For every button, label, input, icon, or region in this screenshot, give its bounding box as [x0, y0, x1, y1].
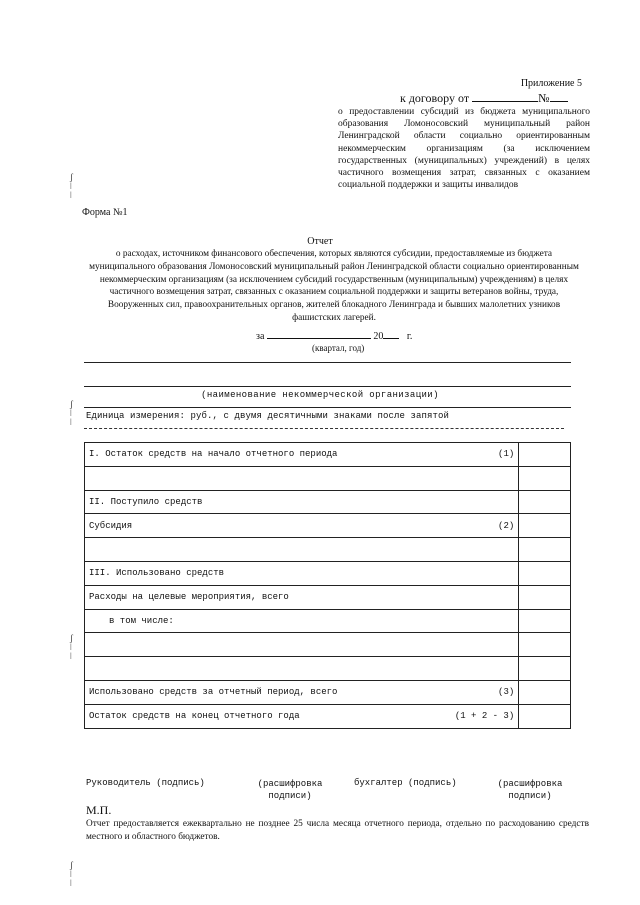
form-number: Форма №1: [82, 207, 128, 218]
row-label: Субсидия: [89, 520, 133, 531]
table-row: [85, 585, 571, 609]
table-row: [85, 443, 571, 467]
row-label-cell: [85, 466, 519, 490]
report-description: о расходах, источником финансового обеспечения, которых являются субсидии, предоставляемые из бюджета муниципального образования Ломоносовский муниципальный район Ленинградской области социально ориентированным некоммерческим организациям (за исключением субсидий государственным (муниципальным) учреждениям) в целях частичного возмещения затрат, связанных с оказанием социальной поддержки и защиты ветеранов войны, труда, Вооруженных сил, правоохранительных органов, жителей блокадного Ленинграда и бывших малолетних узников фашистских лагерей.: [89, 249, 579, 323]
row-amount-cell[interactable]: [519, 704, 571, 728]
org-caption: (наименование некоммерческой организации): [201, 390, 439, 400]
table-row: [85, 490, 571, 514]
row-label-cell: [85, 657, 519, 681]
row-amount-cell[interactable]: [519, 466, 571, 490]
table-row: [85, 538, 571, 562]
units-text: Единица измерения: руб., с двумя десятичными знаками после запятой: [86, 411, 450, 421]
org-name-line[interactable]: [84, 362, 571, 363]
scan-mark: ʃ ǀ ǀ: [70, 633, 73, 661]
contract-number-blank[interactable]: [550, 91, 568, 102]
accountant-signature: бухгалтер (подпись): [354, 778, 457, 788]
period-caption: (квартал, год): [312, 343, 365, 353]
period-year-blank[interactable]: [383, 329, 399, 339]
seal-label: М.П.: [86, 803, 112, 817]
period-year-prefix: 20: [373, 331, 384, 342]
row-amount-cell[interactable]: [519, 585, 571, 609]
row-amount-cell[interactable]: [519, 490, 571, 514]
row-label: Использовано средств за отчетный период, всего: [89, 687, 338, 698]
period-quarter-blank[interactable]: [267, 329, 371, 339]
table-row: [85, 633, 571, 657]
head-decoding: (расшифровка подписи): [257, 779, 323, 801]
row-amount-cell[interactable]: [519, 561, 571, 585]
org-name-line[interactable]: [84, 386, 571, 387]
row-label: Расходы на целевые мероприятия, всего: [89, 592, 289, 603]
row-label-cell: [85, 704, 519, 728]
row-code: (2): [498, 520, 515, 531]
contract-date-blank[interactable]: [472, 91, 538, 102]
table-row: [85, 514, 571, 538]
report-table: [84, 442, 571, 729]
row-label-cell: [85, 443, 519, 467]
row-label: в том числе:: [109, 615, 174, 626]
period-prefix: за: [256, 331, 265, 342]
table-body: [85, 443, 571, 729]
appendix-title: Приложение 5: [520, 78, 582, 89]
dashed-divider: [84, 428, 564, 429]
row-amount-cell[interactable]: [519, 633, 571, 657]
scan-mark: ʃ ǀ ǀ: [70, 172, 73, 200]
scan-mark: ʃ ǀ ǀ: [70, 860, 73, 888]
row-label: I. Остаток средств на начало отчетного периода: [89, 449, 338, 460]
row-amount-cell[interactable]: [519, 609, 571, 633]
table-row: [85, 561, 571, 585]
row-label-cell: [85, 561, 519, 585]
row-label: Остаток средств на конец отчетного года: [89, 711, 300, 722]
table-row: [85, 680, 571, 704]
row-amount-cell[interactable]: [519, 657, 571, 681]
footnote: Отчет предоставляется ежеквартально не позднее 25 числа месяца отчетного периода, отдельно по расходованию средств местного и областного бюджетов.: [86, 819, 589, 842]
scan-mark: ʃ ǀ ǀ: [70, 399, 73, 427]
row-code: (1): [498, 449, 515, 460]
appendix-description: о предоставлении субсидий из бюджета муниципального образования Ломоносовский муниципальный район Ленинградской области социально ориентированным некоммерческим организациям (за исключением государственных (муниципальных) учреждений) в целях частичного возмещения затрат, связанных с оказанием социальной поддержки и защиты инвалидов: [338, 107, 590, 191]
row-amount-cell[interactable]: [519, 514, 571, 538]
period-suffix: г.: [406, 331, 413, 342]
contract-number-sign: №: [538, 91, 550, 105]
row-amount-cell[interactable]: [519, 680, 571, 704]
row-code: (1 + 2 - 3): [454, 711, 515, 722]
row-label-cell: [85, 633, 519, 657]
accountant-decoding: (расшифровка подписи): [497, 779, 563, 801]
row-label-cell: [85, 538, 519, 562]
row-label-cell: [85, 490, 519, 514]
row-amount-cell[interactable]: [519, 538, 571, 562]
row-label: III. Использовано средств: [89, 568, 225, 579]
row-code: (3): [498, 687, 515, 698]
table-row: [85, 466, 571, 490]
contract-line: [400, 91, 568, 106]
contract-prefix: к договору от: [400, 91, 470, 105]
table-row: [85, 657, 571, 681]
row-label-cell: [85, 609, 519, 633]
row-label: II. Поступило средств: [89, 496, 203, 507]
head-signature: Руководитель (подпись): [86, 778, 205, 788]
row-label-cell: [85, 514, 519, 538]
divider: [84, 407, 571, 408]
row-label-cell: [85, 680, 519, 704]
period-line: [256, 329, 412, 342]
row-label-cell: [85, 585, 519, 609]
table-row: [85, 704, 571, 728]
row-amount-cell[interactable]: [519, 443, 571, 467]
report-title: Отчет: [307, 236, 333, 247]
table-row: [85, 609, 571, 633]
